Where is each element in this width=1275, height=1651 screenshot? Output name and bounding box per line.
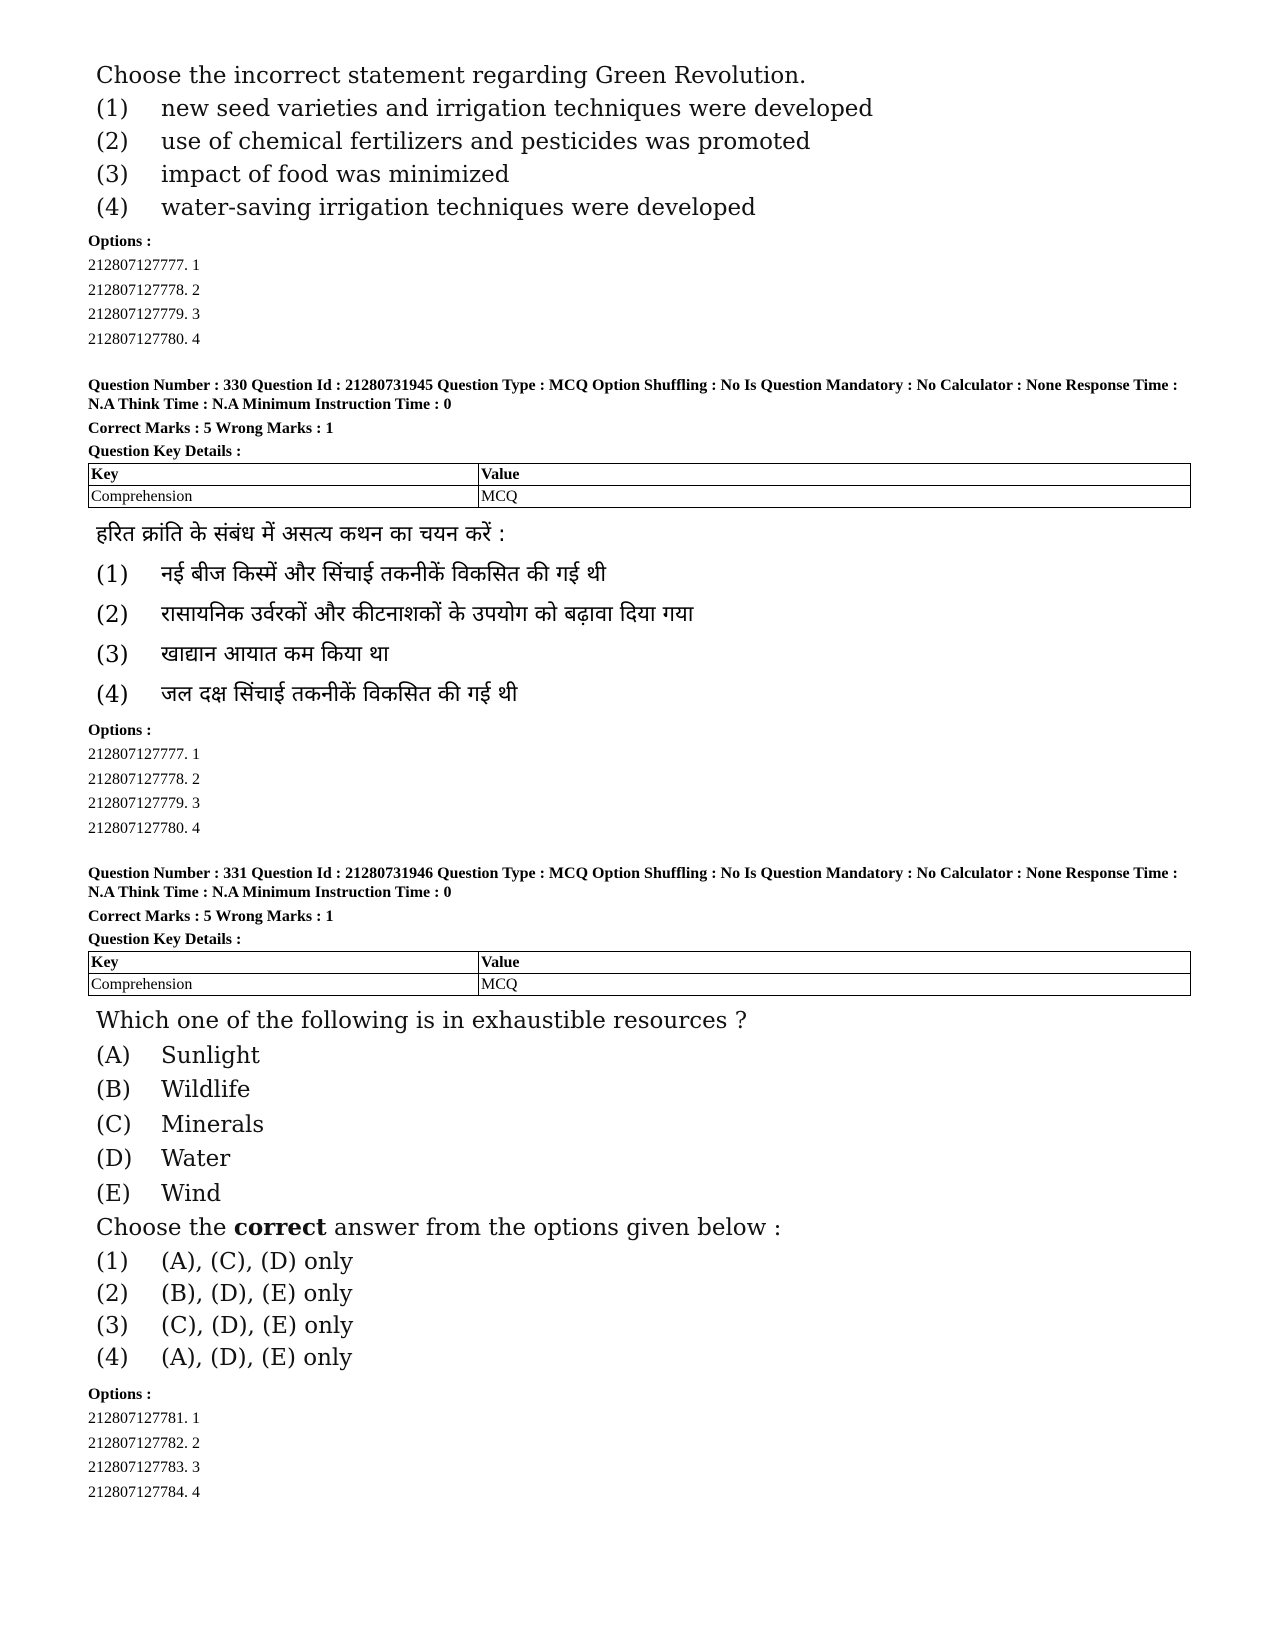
list-item: (B) Wildlife: [96, 1077, 251, 1103]
table-row: [89, 464, 1191, 486]
option-id: 212807127780. 4: [88, 819, 200, 837]
answer-option: (4) water-saving irrigation techniques were developed: [96, 195, 756, 221]
options-list: [88, 1383, 200, 1505]
marks-info: Correct Marks : 5 Wrong Marks : 1: [88, 420, 334, 437]
question-stem: हरित क्रांति के संबंध में असत्य कथन का चयन करें :: [96, 522, 506, 547]
answer-option: (2) (B), (D), (E) only: [96, 1280, 353, 1307]
option-id: 212807127782. 2: [88, 1434, 200, 1452]
table-header-value: Value: [479, 952, 1191, 974]
answer-option: (1) (A), (C), (D) only: [96, 1248, 354, 1275]
table-header-key: Key: [89, 952, 479, 974]
answer-option: (2) रासायनिक उर्वरकों और कीटनाशकों के उपयोग को बढ़ावा दिया गया: [96, 602, 694, 628]
option-id: 212807127781. 1: [88, 1410, 200, 1427]
key-details-table: [88, 463, 1191, 508]
question-330-body: [96, 515, 693, 715]
question-stem: Which one of the following is in exhaustible resources ?: [96, 1008, 748, 1034]
question-330-meta: [88, 376, 1198, 508]
answer-option: (1) नई बीज किस्में और सिंचाई तकनीकें विकसित की गई थी: [96, 562, 607, 588]
answer-option: (3) खाद्यान आयात कम किया था: [96, 642, 389, 668]
table-cell: Comprehension: [89, 974, 479, 996]
table-header-value: Value: [479, 464, 1191, 486]
list-item: (E) Wind: [96, 1180, 222, 1207]
answer-option: (4) जल दक्ष सिंचाई तकनीकें विकसित की गई थी: [96, 682, 518, 708]
answer-option: (3) impact of food was minimized: [96, 162, 510, 188]
option-id: 212807127778. 2: [88, 281, 200, 299]
option-id: 212807127783. 3: [88, 1459, 200, 1476]
question-331-meta: [88, 864, 1198, 996]
options-list: [88, 719, 200, 841]
list-item: (A) Sunlight: [96, 1042, 260, 1069]
options-list: [88, 230, 200, 352]
table-row: [89, 974, 1191, 996]
list-item: (D) Water: [96, 1146, 231, 1172]
options-label: Options :: [88, 233, 152, 250]
question-meta: Question Number : 331 Question Id : 21280731946 Question Type : MCQ Option Shuffling : No Is Question Mandatory : No Calculator : None Response Time : N.A Think Time : N.A Minimum Instruction Time : 0: [88, 865, 1178, 901]
table-header-key: Key: [89, 464, 479, 486]
option-id: 212807127777. 1: [88, 257, 200, 274]
option-id: 212807127777. 1: [88, 746, 200, 763]
marks-info: Correct Marks : 5 Wrong Marks : 1: [88, 908, 334, 925]
key-details-label: Question Key Details :: [88, 443, 242, 460]
option-id: 212807127779. 3: [88, 306, 200, 323]
options-label: Options :: [88, 722, 152, 739]
option-id: 212807127779. 3: [88, 795, 200, 812]
key-details-label: Question Key Details :: [88, 931, 242, 948]
option-id: 212807127784. 4: [88, 1483, 200, 1501]
table-cell: Comprehension: [89, 486, 479, 508]
option-id: 212807127780. 4: [88, 330, 200, 348]
table-row: [89, 486, 1191, 508]
list-item: (C) Minerals: [96, 1111, 265, 1138]
question-331-body: [96, 1004, 781, 1374]
key-details-table: [88, 951, 1191, 996]
answer-option: (1) new seed varieties and irrigation techniques were developed: [96, 96, 874, 122]
choose-instruction: Choose the correct answer from the options given below :: [96, 1214, 782, 1241]
question-stem: Choose the incorrect statement regarding Green Revolution.: [96, 63, 807, 89]
answer-option: (2) use of chemical fertilizers and pesticides was promoted: [96, 129, 811, 155]
question-meta: Question Number : 330 Question Id : 21280731945 Question Type : MCQ Option Shuffling : No Is Question Mandatory : No Calculator : None Response Time : N.A Think Time : N.A Minimum Instruction Time : 0: [88, 377, 1178, 413]
answer-option: (3) (C), (D), (E) only: [96, 1312, 354, 1339]
options-label: Options :: [88, 1386, 152, 1403]
question-329-body: [96, 60, 873, 225]
option-id: 212807127778. 2: [88, 770, 200, 788]
table-cell: MCQ: [479, 974, 1191, 996]
answer-option: (4) (A), (D), (E) only: [96, 1344, 353, 1371]
table-cell: MCQ: [479, 486, 1191, 508]
table-row: [89, 952, 1191, 974]
